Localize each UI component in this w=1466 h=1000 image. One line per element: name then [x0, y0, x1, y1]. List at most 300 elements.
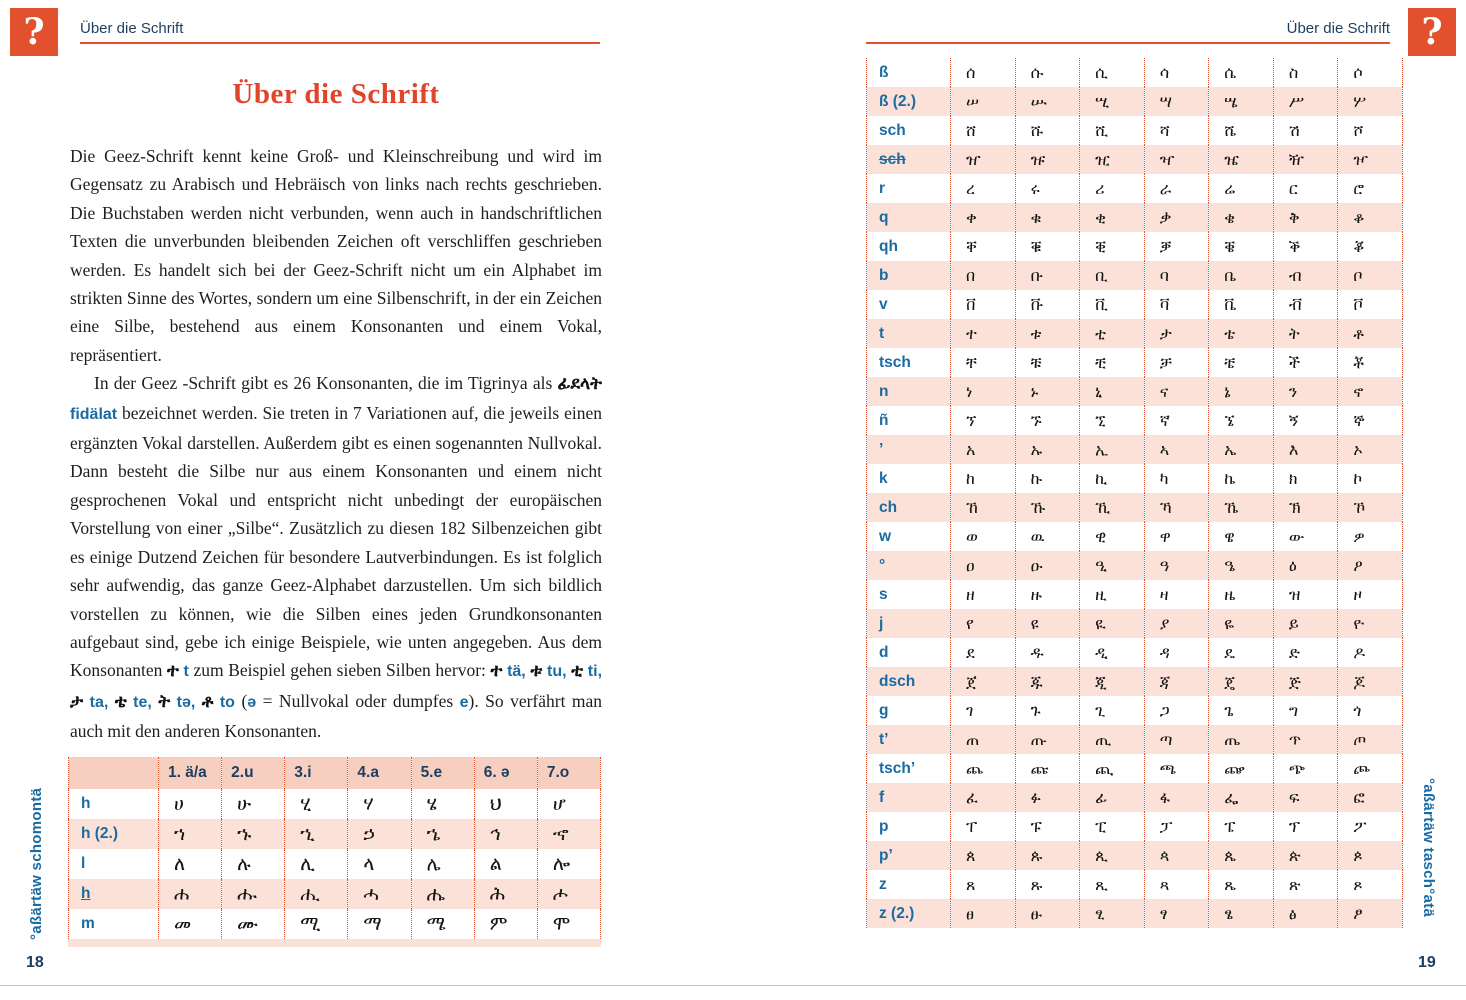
inline-transliteration: tu,: [542, 663, 572, 681]
geez-glyph-cell: ፌ: [1209, 783, 1274, 812]
geez-glyph-cell: ጡ: [1015, 725, 1080, 754]
column-header: 6. ə: [474, 757, 537, 789]
geez-glyph-cell: ቅ: [1273, 203, 1338, 232]
geez-glyph-cell: ሔ: [411, 879, 474, 909]
geez-glyph-cell: ዕ: [1273, 551, 1338, 580]
geez-glyph-cell: ኂ: [285, 819, 348, 849]
geez-glyph-cell: ሑ: [222, 879, 285, 909]
geez-glyph-cell: ኼ: [1209, 493, 1274, 522]
geez-glyph-cell: ጺ: [1080, 870, 1145, 899]
geez-glyph-cell: ሬ: [1209, 174, 1274, 203]
consonant-label: f: [867, 783, 951, 812]
geez-glyph-cell: ፁ: [1015, 899, 1080, 928]
geez-glyph-cell: ቬ: [1209, 290, 1274, 319]
geez-glyph-cell: ጌ: [1209, 696, 1274, 725]
geez-glyph-cell: ቄ: [1209, 203, 1274, 232]
inline-transliteration: to: [213, 693, 242, 711]
inline-transliteration: ə: [247, 693, 257, 711]
geez-glyph-cell: ም: [474, 909, 537, 939]
geez-glyph-cell: ሴ: [1209, 58, 1274, 87]
geez-glyph-cell: ዖ: [1338, 551, 1403, 580]
geez-glyph-cell: ዘ: [951, 580, 1016, 609]
page-bottom-edge: [0, 985, 1466, 986]
geez-glyph-cell: ዐ: [951, 551, 1016, 580]
geez-glyph-cell: ቶ: [1338, 319, 1403, 348]
geez-glyph-cell: ዱ: [1015, 638, 1080, 667]
geez-glyph-cell: ኁ: [222, 819, 285, 849]
geez-glyph-cell: ዞ: [1338, 580, 1403, 609]
geez-glyph-cell: ጻ: [1144, 870, 1209, 899]
table-row: [867, 609, 1403, 638]
geez-glyph-cell: ዣ: [1144, 145, 1209, 174]
table-row: [69, 819, 601, 849]
consonant-label: t: [867, 319, 951, 348]
geez-glyph-cell: ክ: [1273, 464, 1338, 493]
geez-glyph-cell: ግ: [1273, 696, 1338, 725]
geez-glyph-cell: ኚ: [1080, 406, 1145, 435]
consonant-label: qh: [867, 232, 951, 261]
geez-glyph-cell: ሥ: [1273, 87, 1338, 116]
table-end-band: [68, 939, 601, 947]
geez-glyph-cell: ዶ: [1338, 638, 1403, 667]
consonant-label: ß: [867, 58, 951, 87]
geez-glyph-cell: ፑ: [1015, 812, 1080, 841]
geez-glyph-cell: ቖ: [1338, 232, 1403, 261]
geez-glyph-cell: ሜ: [411, 909, 474, 939]
geez-glyph-cell: ሐ: [159, 879, 222, 909]
geez-glyph-cell: ኑ: [1015, 377, 1080, 406]
inline-geez-glyph: ቲ: [571, 661, 584, 682]
geez-glyph-cell: ጅ: [1273, 667, 1338, 696]
consonant-label: j: [867, 609, 951, 638]
consonant-label: p’: [867, 841, 951, 870]
geez-glyph-cell: ሆ: [537, 789, 600, 819]
inline-geez-glyph: ፊደላት: [557, 374, 602, 395]
geez-glyph-cell: ጨ: [951, 754, 1016, 783]
inline-transliteration: tä,: [502, 663, 531, 681]
table-row: [867, 174, 1403, 203]
geez-glyph-cell: ሲ: [1080, 58, 1145, 87]
geez-glyph-cell: ሻ: [1144, 116, 1209, 145]
geez-glyph-cell: ገ: [951, 696, 1016, 725]
geez-glyph-cell: ፍ: [1273, 783, 1338, 812]
geez-glyph-cell: ኹ: [1015, 493, 1080, 522]
geez-glyph-cell: ዒ: [1080, 551, 1145, 580]
inline-transliteration: e: [459, 693, 469, 711]
consonant-label: r: [867, 174, 951, 203]
geez-glyph-cell: ኛ: [1144, 406, 1209, 435]
geez-glyph-cell: ኆ: [537, 819, 600, 849]
geez-glyph-cell: ሒ: [285, 879, 348, 909]
table-row: [867, 841, 1403, 870]
syllable-table-left: [68, 757, 601, 939]
geez-glyph-cell: ዢ: [1080, 145, 1145, 174]
geez-glyph-cell: ጸ: [951, 870, 1016, 899]
geez-glyph-cell: ሁ: [222, 789, 285, 819]
geez-glyph-cell: ኦ: [1338, 435, 1403, 464]
geez-glyph-cell: ጣ: [1144, 725, 1209, 754]
geez-glyph-cell: ና: [1144, 377, 1209, 406]
geez-glyph-cell: ኄ: [411, 819, 474, 849]
geez-glyph-cell: ስ: [1273, 58, 1338, 87]
geez-glyph-cell: ጫ: [1144, 754, 1209, 783]
consonant-label: s: [867, 580, 951, 609]
geez-glyph-cell: ጾ: [1338, 870, 1403, 899]
geez-glyph-cell: ቲ: [1080, 319, 1145, 348]
paragraph-1: [70, 142, 602, 369]
geez-glyph-cell: ሖ: [537, 879, 600, 909]
geez-glyph-cell: ቮ: [1338, 290, 1403, 319]
geez-glyph-cell: ሱ: [1015, 58, 1080, 87]
geez-glyph-cell: ፅ: [1273, 899, 1338, 928]
geez-glyph-cell: ጶ: [1338, 841, 1403, 870]
geez-glyph-cell: ፆ: [1338, 899, 1403, 928]
geez-glyph-cell: ኻ: [1144, 493, 1209, 522]
geez-glyph-cell: ዛ: [1144, 580, 1209, 609]
geez-glyph-cell: ጥ: [1273, 725, 1338, 754]
geez-glyph-cell: ጽ: [1273, 870, 1338, 899]
geez-glyph-cell: ቨ: [951, 290, 1016, 319]
geez-glyph-cell: ሀ: [159, 789, 222, 819]
geez-glyph-cell: ቀ: [951, 203, 1016, 232]
header-rule-left: [80, 42, 600, 44]
geez-glyph-cell: ል: [474, 849, 537, 879]
geez-glyph-cell: መ: [159, 909, 222, 939]
table-row: [867, 522, 1403, 551]
page-number-right: 19: [1418, 954, 1436, 971]
geez-glyph-cell: ዋ: [1144, 522, 1209, 551]
geez-glyph-cell: ሤ: [1209, 87, 1274, 116]
geez-glyph-cell: ኪ: [1080, 464, 1145, 493]
geez-glyph-cell: ጃ: [1144, 667, 1209, 696]
geez-glyph-cell: ህ: [474, 789, 537, 819]
geez-glyph-cell: ሞ: [537, 909, 600, 939]
geez-glyph-cell: ድ: [1273, 638, 1338, 667]
consonant-label: ch: [867, 493, 951, 522]
column-header: 5.e: [411, 757, 474, 789]
table-row: [867, 232, 1403, 261]
table-row: [867, 406, 1403, 435]
consonant-label: z (2.): [867, 899, 951, 928]
geez-glyph-cell: ዦ: [1338, 145, 1403, 174]
geez-glyph-cell: ዙ: [1015, 580, 1080, 609]
geez-glyph-cell: ከ: [951, 464, 1016, 493]
geez-glyph-cell: ቦ: [1338, 261, 1403, 290]
geez-glyph-cell: ዔ: [1209, 551, 1274, 580]
geez-glyph-cell: ቻ: [1144, 348, 1209, 377]
consonant-label: p: [867, 812, 951, 841]
geez-glyph-cell: ዪ: [1080, 609, 1145, 638]
header-rule-right: [866, 42, 1390, 44]
table-row: [867, 551, 1403, 580]
table-row: [867, 58, 1403, 87]
geez-glyph-cell: ሠ: [951, 87, 1016, 116]
geez-glyph-cell: ኢ: [1080, 435, 1145, 464]
table-row: [867, 783, 1403, 812]
geez-glyph-cell: ቪ: [1080, 290, 1145, 319]
geez-glyph-cell: ቑ: [1015, 232, 1080, 261]
geez-glyph-cell: ሣ: [1144, 87, 1209, 116]
geez-glyph-cell: ጊ: [1080, 696, 1145, 725]
table-row: [867, 203, 1403, 232]
geez-glyph-cell: ጱ: [1015, 841, 1080, 870]
geez-glyph-cell: ኔ: [1209, 377, 1274, 406]
geez-glyph-cell: አ: [951, 435, 1016, 464]
body-text: [70, 142, 602, 746]
geez-glyph-cell: ቆ: [1338, 203, 1403, 232]
inline-transliteration: fidälat: [70, 405, 118, 423]
geez-glyph-cell: ጂ: [1080, 667, 1145, 696]
geez-glyph-cell: ቭ: [1273, 290, 1338, 319]
inline-text: Die Geez-Schrift kennt keine Groß- und Kleinschreibung und wird im Gegensatz zu Arabisch und Hebräisch von links nach rechts geschrieben. Die Buchstaben werden nicht verbunden, wenn auch in handschriftlichen Texten die unverbunden bleibenden Zeichen oft verschliffen geschrieben werden. Es handelt sich bei der Geez-Schrift nicht um ein Alphabet im strikten Sinne des Wortes, sondern um eine Silbenschrift, in der ein Zeichen eine Silbe, bestehend aus einem Konsonanten und einem Vokal, repräsentiert.: [70, 146, 602, 365]
geez-glyph-cell: ቃ: [1144, 203, 1209, 232]
geez-glyph-cell: ዩ: [1015, 609, 1080, 638]
column-header: 3.i: [285, 757, 348, 789]
running-head-right: Über die Schrift: [1286, 20, 1390, 37]
geez-glyph-cell: ሳ: [1144, 58, 1209, 87]
geez-glyph-cell: ፎ: [1338, 783, 1403, 812]
geez-glyph-cell: ጩ: [1015, 754, 1080, 783]
geez-glyph-cell: ዳ: [1144, 638, 1209, 667]
geez-glyph-cell: ቐ: [951, 232, 1016, 261]
inline-geez-glyph: ታ: [70, 691, 84, 712]
geez-glyph-cell: ኅ: [474, 819, 537, 849]
geez-glyph-cell: ፋ: [1144, 783, 1209, 812]
geez-glyph-cell: ኃ: [348, 819, 411, 849]
table-row: [69, 879, 601, 909]
table-row: [867, 638, 1403, 667]
geez-glyph-cell: ኀ: [159, 819, 222, 849]
kauderwelsch-logo-icon: ?: [1408, 8, 1456, 56]
geez-glyph-cell: ሩ: [1015, 174, 1080, 203]
consonant-label: dsch: [867, 667, 951, 696]
geez-glyph-cell: ኘ: [951, 406, 1016, 435]
geez-glyph-cell: ሌ: [411, 849, 474, 879]
table-row: [867, 87, 1403, 116]
geez-glyph-cell: ኞ: [1338, 406, 1403, 435]
geez-glyph-cell: ኡ: [1015, 435, 1080, 464]
geez-glyph-cell: ፈ: [951, 783, 1016, 812]
geez-glyph-cell: ራ: [1144, 174, 1209, 203]
consonant-label: h: [69, 789, 159, 819]
geez-glyph-cell: ቂ: [1080, 203, 1145, 232]
geez-glyph-cell: ዌ: [1209, 522, 1274, 551]
geez-glyph-cell: ቒ: [1080, 232, 1145, 261]
consonant-label: tsch: [867, 348, 951, 377]
geez-glyph-cell: ዬ: [1209, 609, 1274, 638]
column-header: 4.a: [348, 757, 411, 789]
geez-glyph-cell: ፓ: [1144, 812, 1209, 841]
consonant-label: k: [867, 464, 951, 493]
header-corner-cell: [69, 757, 159, 789]
geez-glyph-cell: ሦ: [1338, 87, 1403, 116]
geez-glyph-cell: ካ: [1144, 464, 1209, 493]
consonant-label: tsch’: [867, 754, 951, 783]
table-row: [867, 580, 1403, 609]
geez-glyph-cell: ሓ: [348, 879, 411, 909]
geez-glyph-cell: ጲ: [1080, 841, 1145, 870]
table-row: [867, 145, 1403, 174]
inline-text: (: [241, 690, 248, 711]
inline-transliteration: tə,: [170, 693, 202, 711]
table-row: [867, 754, 1403, 783]
consonant-label: ß (2.): [867, 87, 951, 116]
table-row: [867, 667, 1403, 696]
table-row: [867, 899, 1403, 928]
table-header-row: [69, 757, 601, 789]
geez-glyph-cell: ጵ: [1273, 841, 1338, 870]
geez-glyph-cell: ማ: [348, 909, 411, 939]
geez-glyph-cell: ጰ: [951, 841, 1016, 870]
geez-glyph-cell: ቔ: [1209, 232, 1274, 261]
geez-glyph-cell: ኩ: [1015, 464, 1080, 493]
geez-glyph-cell: ዥ: [1273, 145, 1338, 174]
table-row: [867, 261, 1403, 290]
geez-glyph-cell: ዑ: [1015, 551, 1080, 580]
geez-glyph-cell: ጴ: [1209, 841, 1274, 870]
geez-glyph-cell: ፖ: [1338, 812, 1403, 841]
running-head-left: Über die Schrift: [80, 20, 184, 37]
column-header: 7.o: [537, 757, 600, 789]
geez-glyph-cell: ቹ: [1015, 348, 1080, 377]
geez-glyph-cell: ጆ: [1338, 667, 1403, 696]
geez-glyph-cell: ኽ: [1273, 493, 1338, 522]
geez-glyph-cell: ሸ: [951, 116, 1016, 145]
geez-glyph-cell: ጀ: [951, 667, 1016, 696]
consonant-label: °: [867, 551, 951, 580]
table-row: [867, 348, 1403, 377]
geez-glyph-cell: ፂ: [1080, 899, 1145, 928]
geez-glyph-cell: ሙ: [222, 909, 285, 939]
geez-glyph-cell: ቸ: [951, 348, 1016, 377]
geez-glyph-cell: ሮ: [1338, 174, 1403, 203]
geez-glyph-cell: ቱ: [1015, 319, 1080, 348]
geez-glyph-cell: ቕ: [1273, 232, 1338, 261]
geez-glyph-cell: ጢ: [1080, 725, 1145, 754]
geez-glyph-cell: ታ: [1144, 319, 1209, 348]
consonant-label: n: [867, 377, 951, 406]
geez-glyph-cell: ቫ: [1144, 290, 1209, 319]
geez-glyph-cell: ዚ: [1080, 580, 1145, 609]
geez-glyph-cell: ቢ: [1080, 261, 1145, 290]
consonant-label: sch: [867, 145, 951, 174]
inline-geez-glyph: ቶ: [201, 691, 214, 712]
geez-glyph-cell: ፒ: [1080, 812, 1145, 841]
table-row: [867, 464, 1403, 493]
geez-glyph-cell: ኣ: [1144, 435, 1209, 464]
geez-glyph-cell: ሂ: [285, 789, 348, 819]
geez-glyph-cell: ዝ: [1273, 580, 1338, 609]
consonant-label: h: [69, 879, 159, 909]
table-row: [69, 849, 601, 879]
column-header: 2.u: [222, 757, 285, 789]
geez-glyph-cell: ሾ: [1338, 116, 1403, 145]
consonant-label: w: [867, 522, 951, 551]
geez-glyph-cell: ኸ: [951, 493, 1016, 522]
geez-glyph-cell: ፀ: [951, 899, 1016, 928]
geez-glyph-cell: ባ: [1144, 261, 1209, 290]
geez-glyph-cell: ች: [1273, 348, 1338, 377]
consonant-label: g: [867, 696, 951, 725]
geez-glyph-cell: ረ: [951, 174, 1016, 203]
geez-glyph-cell: ዴ: [1209, 638, 1274, 667]
geez-glyph-cell: በ: [951, 261, 1016, 290]
geez-glyph-cell: የ: [951, 609, 1016, 638]
inline-geez-glyph: ተ: [490, 661, 503, 682]
inline-geez-glyph: ት: [158, 691, 171, 712]
geez-glyph-cell: ኺ: [1080, 493, 1145, 522]
kauderwelsch-logo-icon: ?: [10, 8, 58, 56]
table-row: [867, 870, 1403, 899]
page-number-left: 18: [26, 954, 44, 971]
geez-glyph-cell: ደ: [951, 638, 1016, 667]
geez-glyph-cell: ዠ: [951, 145, 1016, 174]
geez-glyph-cell: ኬ: [1209, 464, 1274, 493]
geez-glyph-cell: ጬ: [1209, 754, 1274, 783]
consonant-label: t’: [867, 725, 951, 754]
geez-glyph-cell: ኜ: [1209, 406, 1274, 435]
geez-glyph-cell: ኮ: [1338, 464, 1403, 493]
geez-glyph-cell: ጁ: [1015, 667, 1080, 696]
geez-glyph-cell: ጪ: [1080, 754, 1145, 783]
geez-glyph-cell: ው: [1273, 522, 1338, 551]
geez-glyph-cell: ጠ: [951, 725, 1016, 754]
inline-transliteration: t: [183, 663, 189, 681]
geez-glyph-cell: ሉ: [222, 849, 285, 879]
geez-glyph-cell: ሢ: [1080, 87, 1145, 116]
geez-glyph-cell: ጄ: [1209, 667, 1274, 696]
inline-transliteration: ta,: [83, 693, 115, 711]
geez-glyph-cell: ጉ: [1015, 696, 1080, 725]
geez-glyph-cell: ጼ: [1209, 870, 1274, 899]
geez-glyph-cell: ሃ: [348, 789, 411, 819]
geez-glyph-cell: ቤ: [1209, 261, 1274, 290]
geez-glyph-cell: ጎ: [1338, 696, 1403, 725]
geez-glyph-cell: ት: [1273, 319, 1338, 348]
consonant-label: v: [867, 290, 951, 319]
geez-glyph-cell: ላ: [348, 849, 411, 879]
table-row: [69, 909, 601, 939]
geez-glyph-cell: ሪ: [1080, 174, 1145, 203]
geez-glyph-cell: ተ: [951, 319, 1016, 348]
geez-glyph-cell: ዊ: [1080, 522, 1145, 551]
geez-glyph-cell: ጦ: [1338, 725, 1403, 754]
inline-text: In der Geez -Schrift gibt es 26 Konsonanten, die im Tigrinya als: [94, 373, 558, 394]
geez-glyph-cell: ሽ: [1273, 116, 1338, 145]
geez-glyph-cell: ቼ: [1209, 348, 1274, 377]
table-row: [867, 812, 1403, 841]
consonant-label: z: [867, 870, 951, 899]
geez-glyph-cell: ሶ: [1338, 58, 1403, 87]
table-row: [867, 435, 1403, 464]
geez-glyph-cell: ፉ: [1015, 783, 1080, 812]
column-header: 1. ä/a: [159, 757, 222, 789]
geez-glyph-cell: ዲ: [1080, 638, 1145, 667]
geez-glyph-cell: ፔ: [1209, 812, 1274, 841]
geez-glyph-cell: ሄ: [411, 789, 474, 819]
inline-geez-glyph: ቴ: [114, 691, 127, 712]
geez-glyph-cell: ሎ: [537, 849, 600, 879]
table-row: [867, 696, 1403, 725]
syllable-table-right: [866, 58, 1403, 928]
geez-glyph-cell: ን: [1273, 377, 1338, 406]
geez-glyph-cell: ዡ: [1015, 145, 1080, 174]
geez-glyph-cell: ሕ: [474, 879, 537, 909]
geez-glyph-cell: ቓ: [1144, 232, 1209, 261]
geez-glyph-cell: ቁ: [1015, 203, 1080, 232]
geez-glyph-cell: ጤ: [1209, 725, 1274, 754]
geez-glyph-cell: ፕ: [1273, 812, 1338, 841]
